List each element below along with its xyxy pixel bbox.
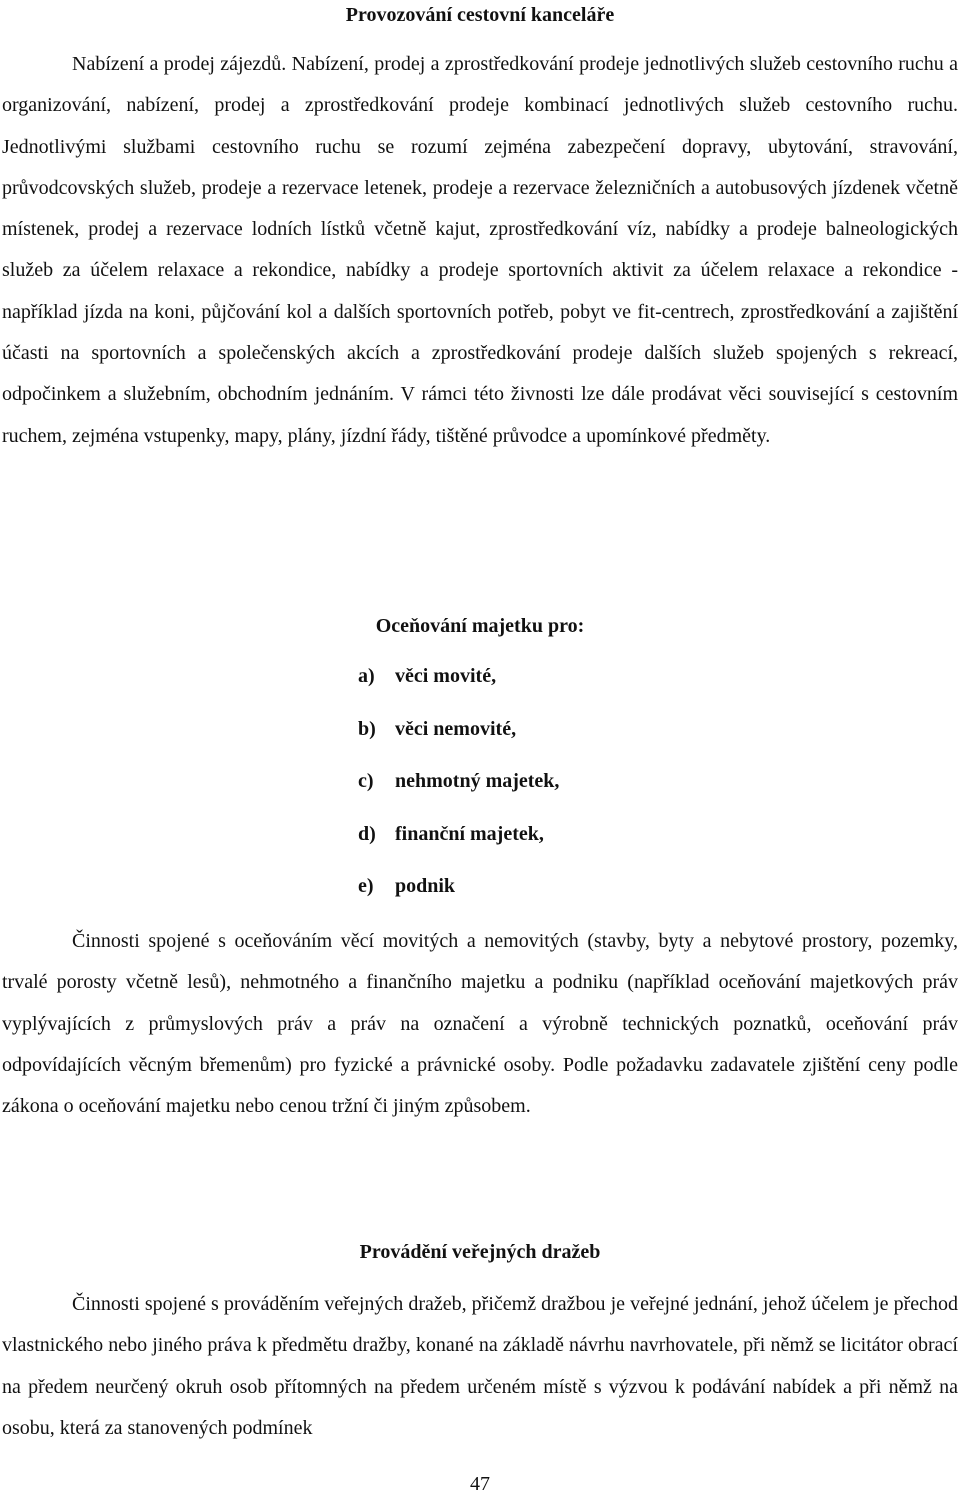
list-text: nehmotný majetek, <box>395 770 560 792</box>
heading-property-valuation: Oceňování majetku pro: <box>375 615 585 637</box>
heading-travel-agency: Provozování cestovní kanceláře <box>345 4 615 26</box>
list-item <box>358 872 559 925</box>
list-marker: b) <box>358 717 376 740</box>
list-text: finanční majetek, <box>395 822 544 845</box>
list-marker: c) <box>358 770 374 792</box>
list-item <box>358 662 559 715</box>
list-text: věci nemovité, <box>395 717 517 740</box>
page-number: 47 <box>470 1473 490 1495</box>
list-marker: d) <box>358 822 376 845</box>
heading-public-auctions: Provádění veřejných dražeb <box>359 1241 601 1263</box>
property-type-list <box>358 662 559 925</box>
list-marker: e) <box>358 875 374 897</box>
paragraph-property-valuation: Činnosti spojené s oceňováním věcí movitých a nemovitých (stavby, byty a nebytové prostory, pozemky, trvalé porosty včetně lesů), nehmotného a finančního majetku a podniku (například oceňování majetkových práv vyplývajících z průmyslových práv a práv na označení a výrobně technických poznatků, oceňování práv odpovídajících věcným břemenům) pro fyzické a právnické osoby. Podle požadavku zadavatele zjištění ceny podle zákona o oceňování majetku nebo cenou tržní či jiným způsobem. <box>2 930 958 1118</box>
paragraph-public-auctions: Činnosti spojené s prováděním veřejných dražeb, přičemž dražbou je veřejné jednání, jehož účelem je přechod vlastnického nebo jiného práva k předmětu dražby, konané na základě návrhu navrhovatele, při němž se licitátor obrací na předem neurčený okruh osob přítomných na předem určeném místě s výzvou k podávání nabídek a při němž na osobu, která za stanovených podmínek <box>2 1293 958 1439</box>
list-item <box>358 715 559 768</box>
list-text: věci movité, <box>395 665 497 687</box>
list-item <box>358 820 559 873</box>
list-text: podnik <box>395 875 456 897</box>
list-item <box>358 767 559 820</box>
paragraph-travel-agency: Nabízení a prodej zájezdů. Nabízení, prodej a zprostředkování prodeje jednotlivých služeb cestovního ruchu a organizování, nabízení, prodej a zprostředkování prodeje kombinací jednotlivých služeb cestovního ruchu. Jednotlivými službami cestovního ruchu se rozumí zejména zabezpečení dopravy, ubytování, stravování, průvodcovských služeb, prodeje a rezervace letenek, prodeje a rezervace železničních a autobusových jízdenek včetně místenek, prodej a rezervace lodních lístků včetně kajut, zprostředkování víz, nabídky a prodeje balneologických služeb za účelem relaxace a rekondice, nabídky a prodeje sportovních aktivit za účelem relaxace a rekondice - například jízda na koni, půjčování kol a dalších sportovních potřeb, pobyt ve fit-centrech, zprostředkování a zajištění účasti na sportovních a společenských akcích a zprostředkování prodeje dalších služeb spojených s rekreací, odpočinkem a služebním, obchodním jednáním. V rámci této živnosti lze dále prodávat věci související s cestovním ruchem, zejména vstupenky, mapy, plány, jízdní řády, tištěné průvodce a upomínkové předměty. <box>2 53 958 447</box>
list-marker: a) <box>358 665 375 687</box>
